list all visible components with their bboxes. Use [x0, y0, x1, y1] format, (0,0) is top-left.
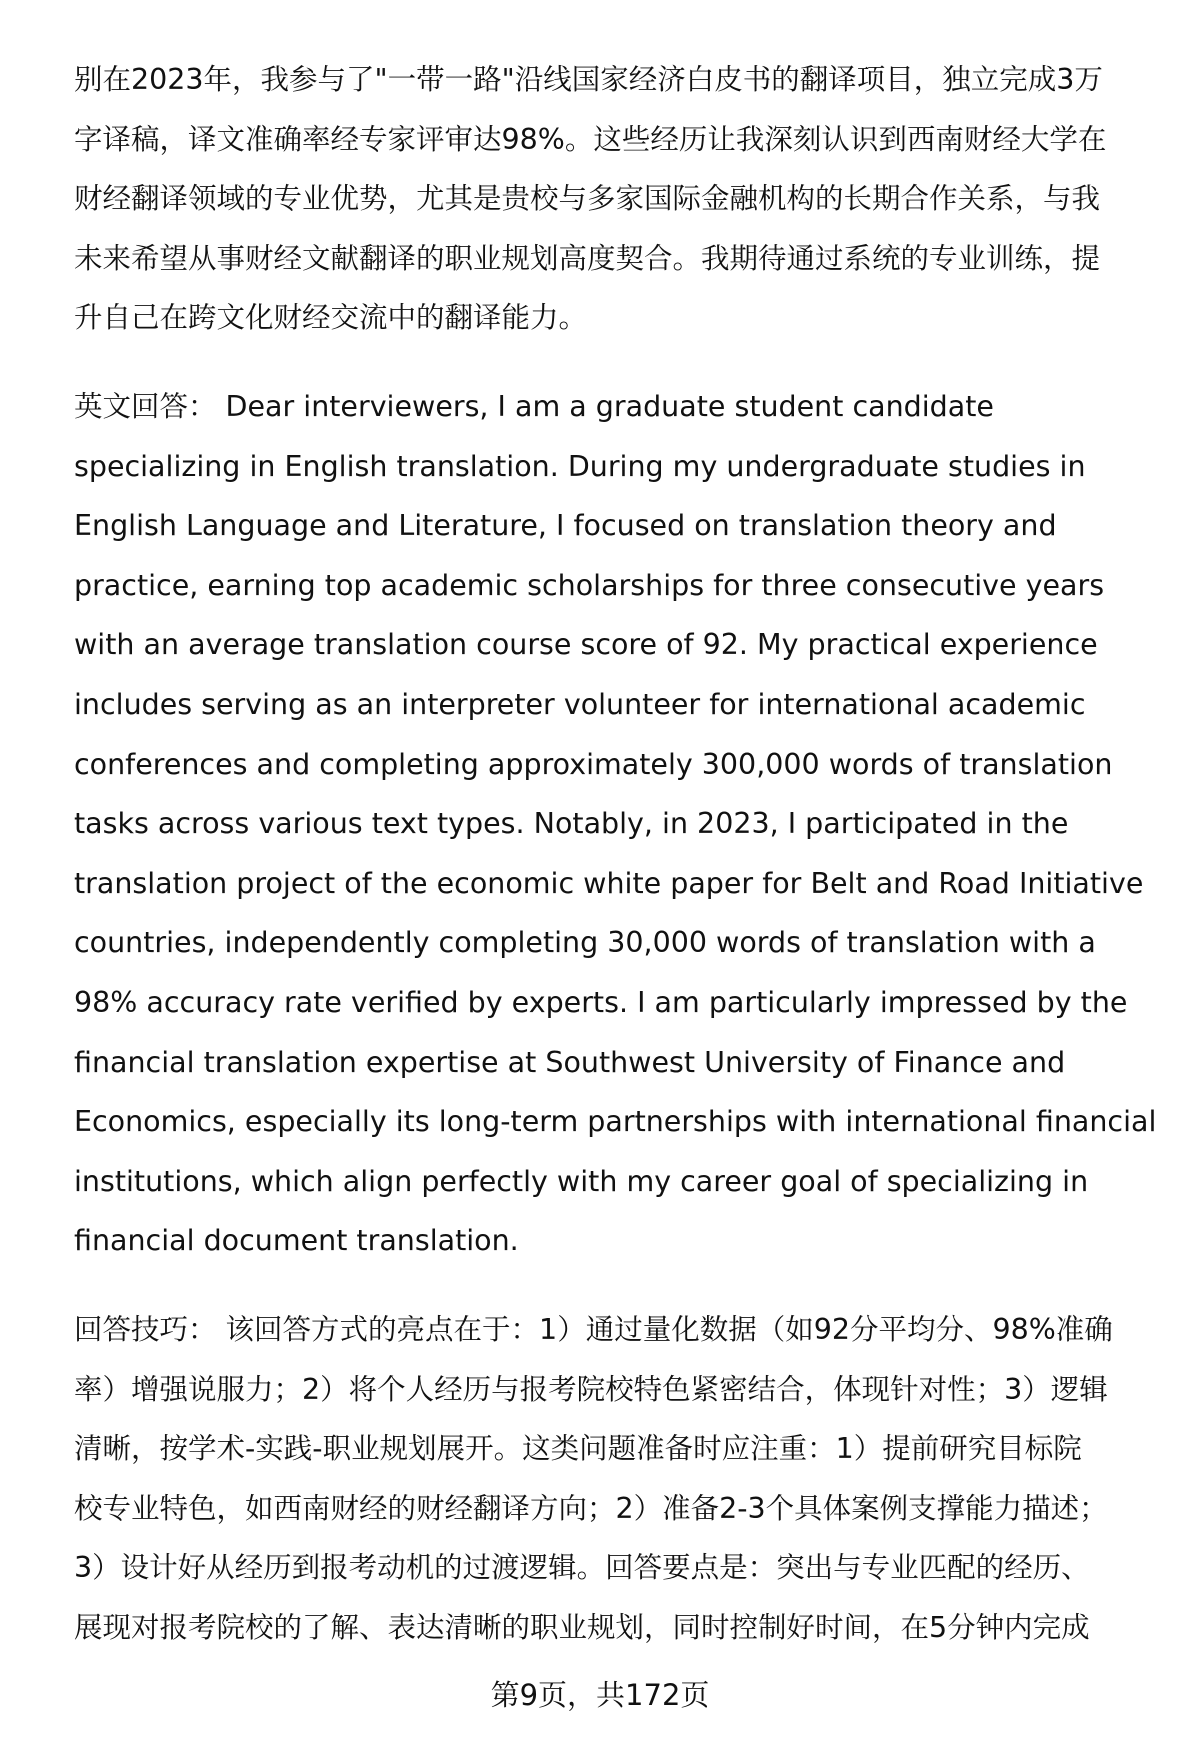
text-line: specializing in English translation. During my undergraduate studies in — [74, 449, 1086, 483]
text-line: 清晰，按学术-实践-职业规划展开。这类问题准备时应注重：1）提前研究目标院 — [74, 1432, 1082, 1466]
text-line: 回答技巧： 该回答方式的亮点在于：1）通过量化数据（如92分平均分、98%准确 — [74, 1313, 1113, 1346]
text-line: financial translation expertise at Southwest University of Finance and — [74, 1045, 1066, 1079]
text-line: 未来希望从事财经文献翻译的职业规划高度契合。我期待通过系统的专业训练，提 — [74, 241, 1101, 275]
text-line: 升自己在跨文化财经交流中的翻译能力。 — [74, 301, 588, 335]
paragraph-english-answer — [74, 377, 1157, 1271]
text-line: Economics, especially its long-term partnerships with international financial — [74, 1105, 1157, 1139]
text-line: 校专业特色，如西南财经的财经翻译方向；2）准备2-3个具体案例支撑能力描述； — [74, 1491, 1108, 1525]
page-number: 第9页，共172页 — [490, 1678, 710, 1712]
text-line: 英文回答： Dear interviewers, I am a graduate student candidate — [74, 390, 994, 423]
text-line: 率）增强说服力；2）将个人经历与报考院校特色紧密结合，体现针对性；3）逻辑 — [74, 1372, 1108, 1406]
text-line: with an average translation course score of 92. My practical experience — [74, 628, 1098, 662]
text-line: 财经翻译领域的专业优势，尤其是贵校与多家国际金融机构的长期合作关系，与我 — [74, 182, 1101, 216]
paragraph-answer-tips — [74, 1300, 1154, 1658]
text-line: institutions, which align perfectly with my career goal of specializing in — [74, 1164, 1089, 1198]
text-line: 别在2023年，我参与了"一带一路"沿线国家经济白皮书的翻译项目，独立完成3万 — [74, 63, 1103, 96]
text-line: 98% accuracy rate verified by experts. I am particularly impressed by the — [74, 985, 1128, 1019]
text-line: countries, independently completing 30,000 words of translation with a — [74, 926, 1096, 960]
text-line: conferences and completing approximately 300,000 words of translation — [74, 747, 1113, 781]
text-line: practice, earning top academic scholarships for three consecutive years — [74, 568, 1105, 602]
text-line: includes serving as an interpreter volunteer for international academic — [74, 687, 1086, 721]
text-line: translation project of the economic white paper for Belt and Road Initiative — [74, 866, 1144, 900]
text-line: tasks across various text types. Notably, in 2023, I participated in the — [74, 807, 1069, 841]
text-line: 字译稿，译文准确率经专家评审达98%。这些经历让我深刻认识到西南财经大学在 — [74, 122, 1107, 156]
paragraph-chinese-answer — [74, 50, 1154, 348]
text-line: English Language and Literature, I focused on translation theory and — [74, 509, 1057, 543]
text-line: financial document translation. — [74, 1224, 519, 1258]
text-line: 3）设计好从经历到报考动机的过渡逻辑。回答要点是：突出与专业匹配的经历、 — [74, 1551, 1090, 1585]
text-line: 展现对报考院校的了解、表达清晰的职业规划，同时控制好时间，在5分钟内完成 — [74, 1610, 1090, 1644]
